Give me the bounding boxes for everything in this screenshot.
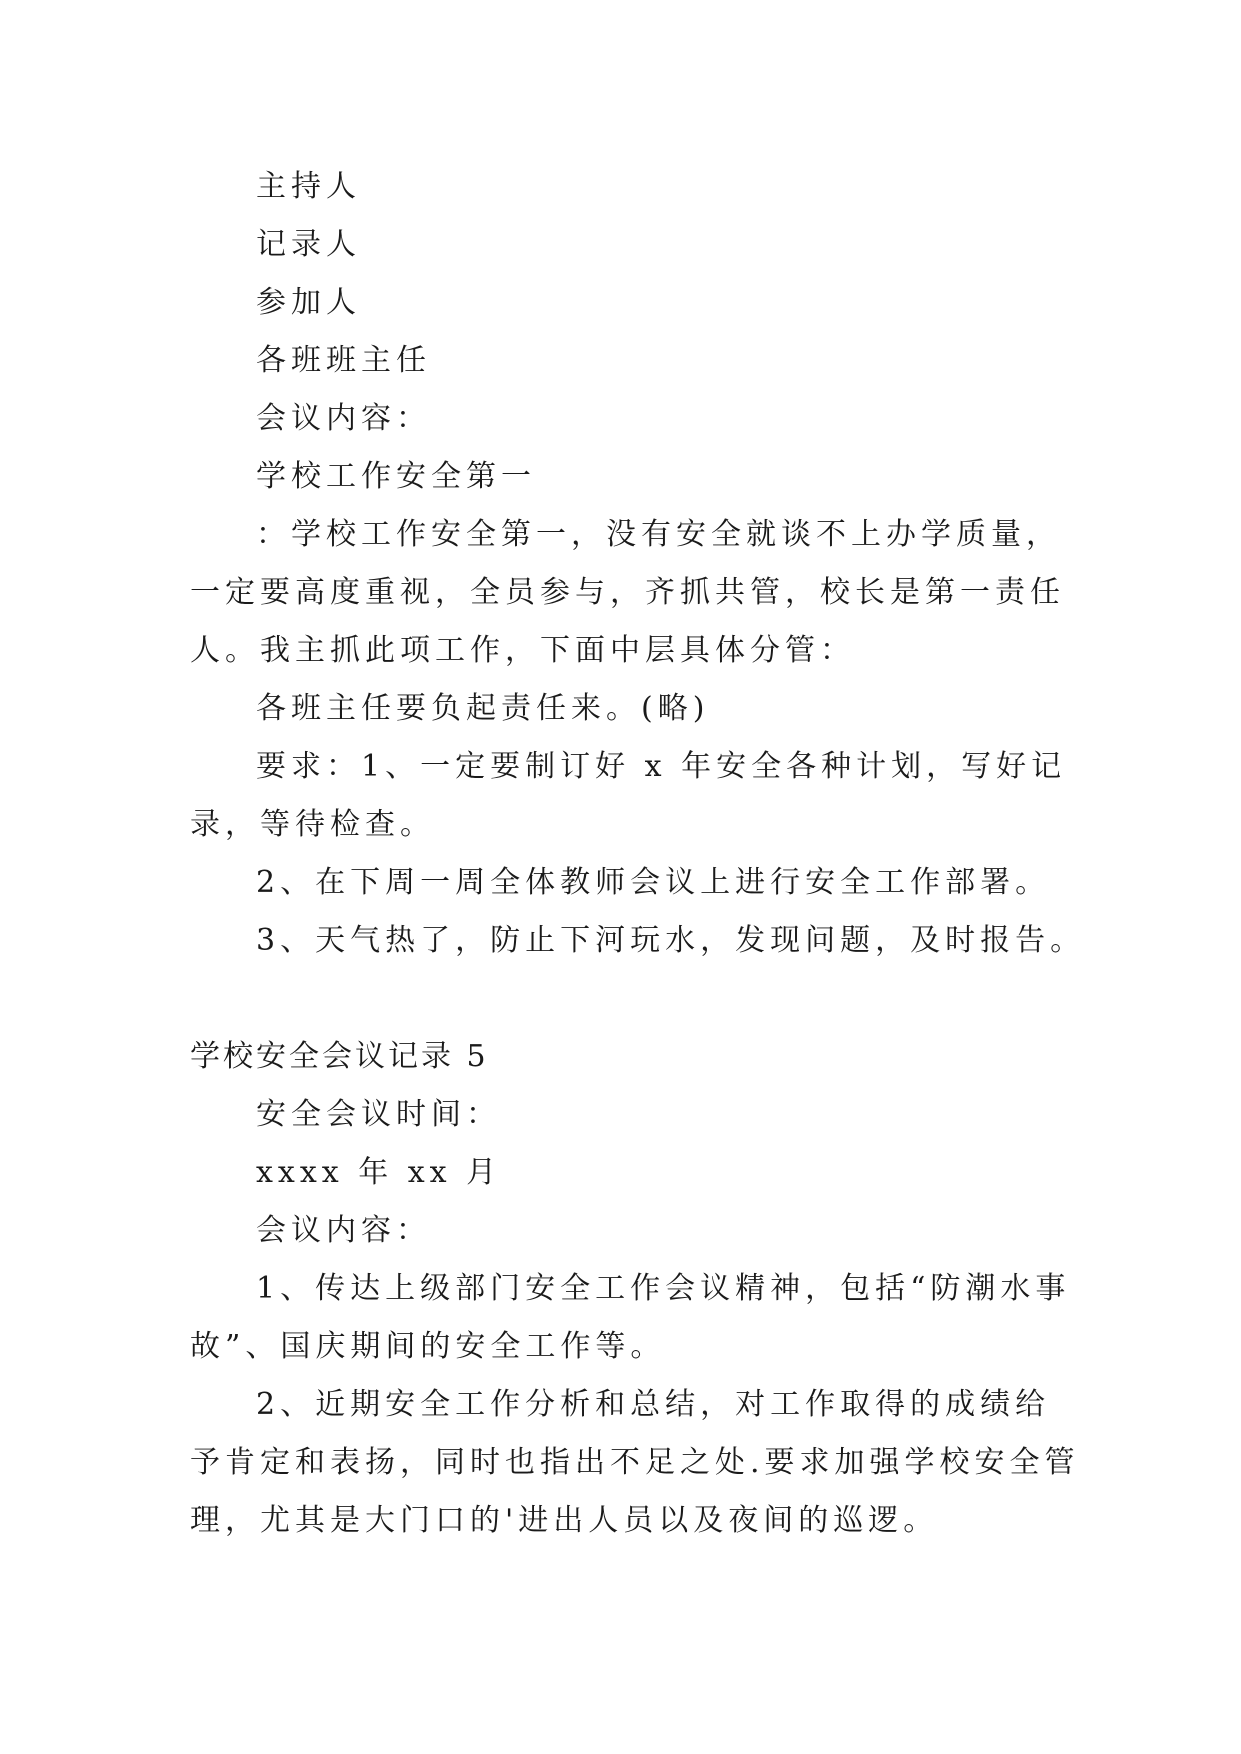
meeting-time-label: 安全会议时间： bbox=[256, 1097, 501, 1132]
topic-line: 学校工作安全第一 bbox=[256, 459, 536, 494]
content-item-2: 2、近期安全工作分析和总结，对工作取得的成绩给予肯定和表扬，同时也指出不足之处.要求加强学校安全管理，尤其是大门口的'进出人员以及夜间的巡逻。 bbox=[190, 1387, 1080, 1538]
meeting-time-value: xxxx 年 xx 月 bbox=[256, 1155, 502, 1190]
requirement-item-3: 3、天气热了，防止下河玩水，发现问题，及时报告。 bbox=[256, 923, 1086, 958]
class-teacher-line: 各班主任要负起责任来。(略) bbox=[256, 691, 710, 726]
meeting-content-label: 会议内容： bbox=[256, 401, 431, 436]
attendees-value: 各班班主任 bbox=[256, 343, 431, 378]
attendees-label: 参加人 bbox=[256, 285, 361, 320]
content-item-1: 1、传达上级部门安全工作会议精神，包括“防潮水事故”、国庆期间的安全工作等。 bbox=[190, 1271, 1071, 1364]
section-title: 学校安全会议记录 5 bbox=[190, 1039, 489, 1074]
document-body bbox=[190, 158, 1086, 1550]
meeting-content-label-2: 会议内容： bbox=[256, 1213, 431, 1248]
host-label: 主持人 bbox=[256, 169, 361, 204]
requirements-paragraph: 要求：1、一定要制订好 x 年安全各种计划，写好记录，等待检查。 bbox=[190, 749, 1067, 842]
recorder-label: 记录人 bbox=[256, 227, 361, 262]
section-spacer bbox=[190, 970, 1080, 1028]
requirement-item-2: 2、在下周一周全体教师会议上进行安全工作部署。 bbox=[256, 865, 1051, 900]
safety-first-paragraph: ：学校工作安全第一，没有安全就谈不上办学质量，一定要高度重视，全员参与，齐抓共管，校长是第一责任人。我主抓此项工作，下面中层具体分管： bbox=[190, 517, 1065, 668]
